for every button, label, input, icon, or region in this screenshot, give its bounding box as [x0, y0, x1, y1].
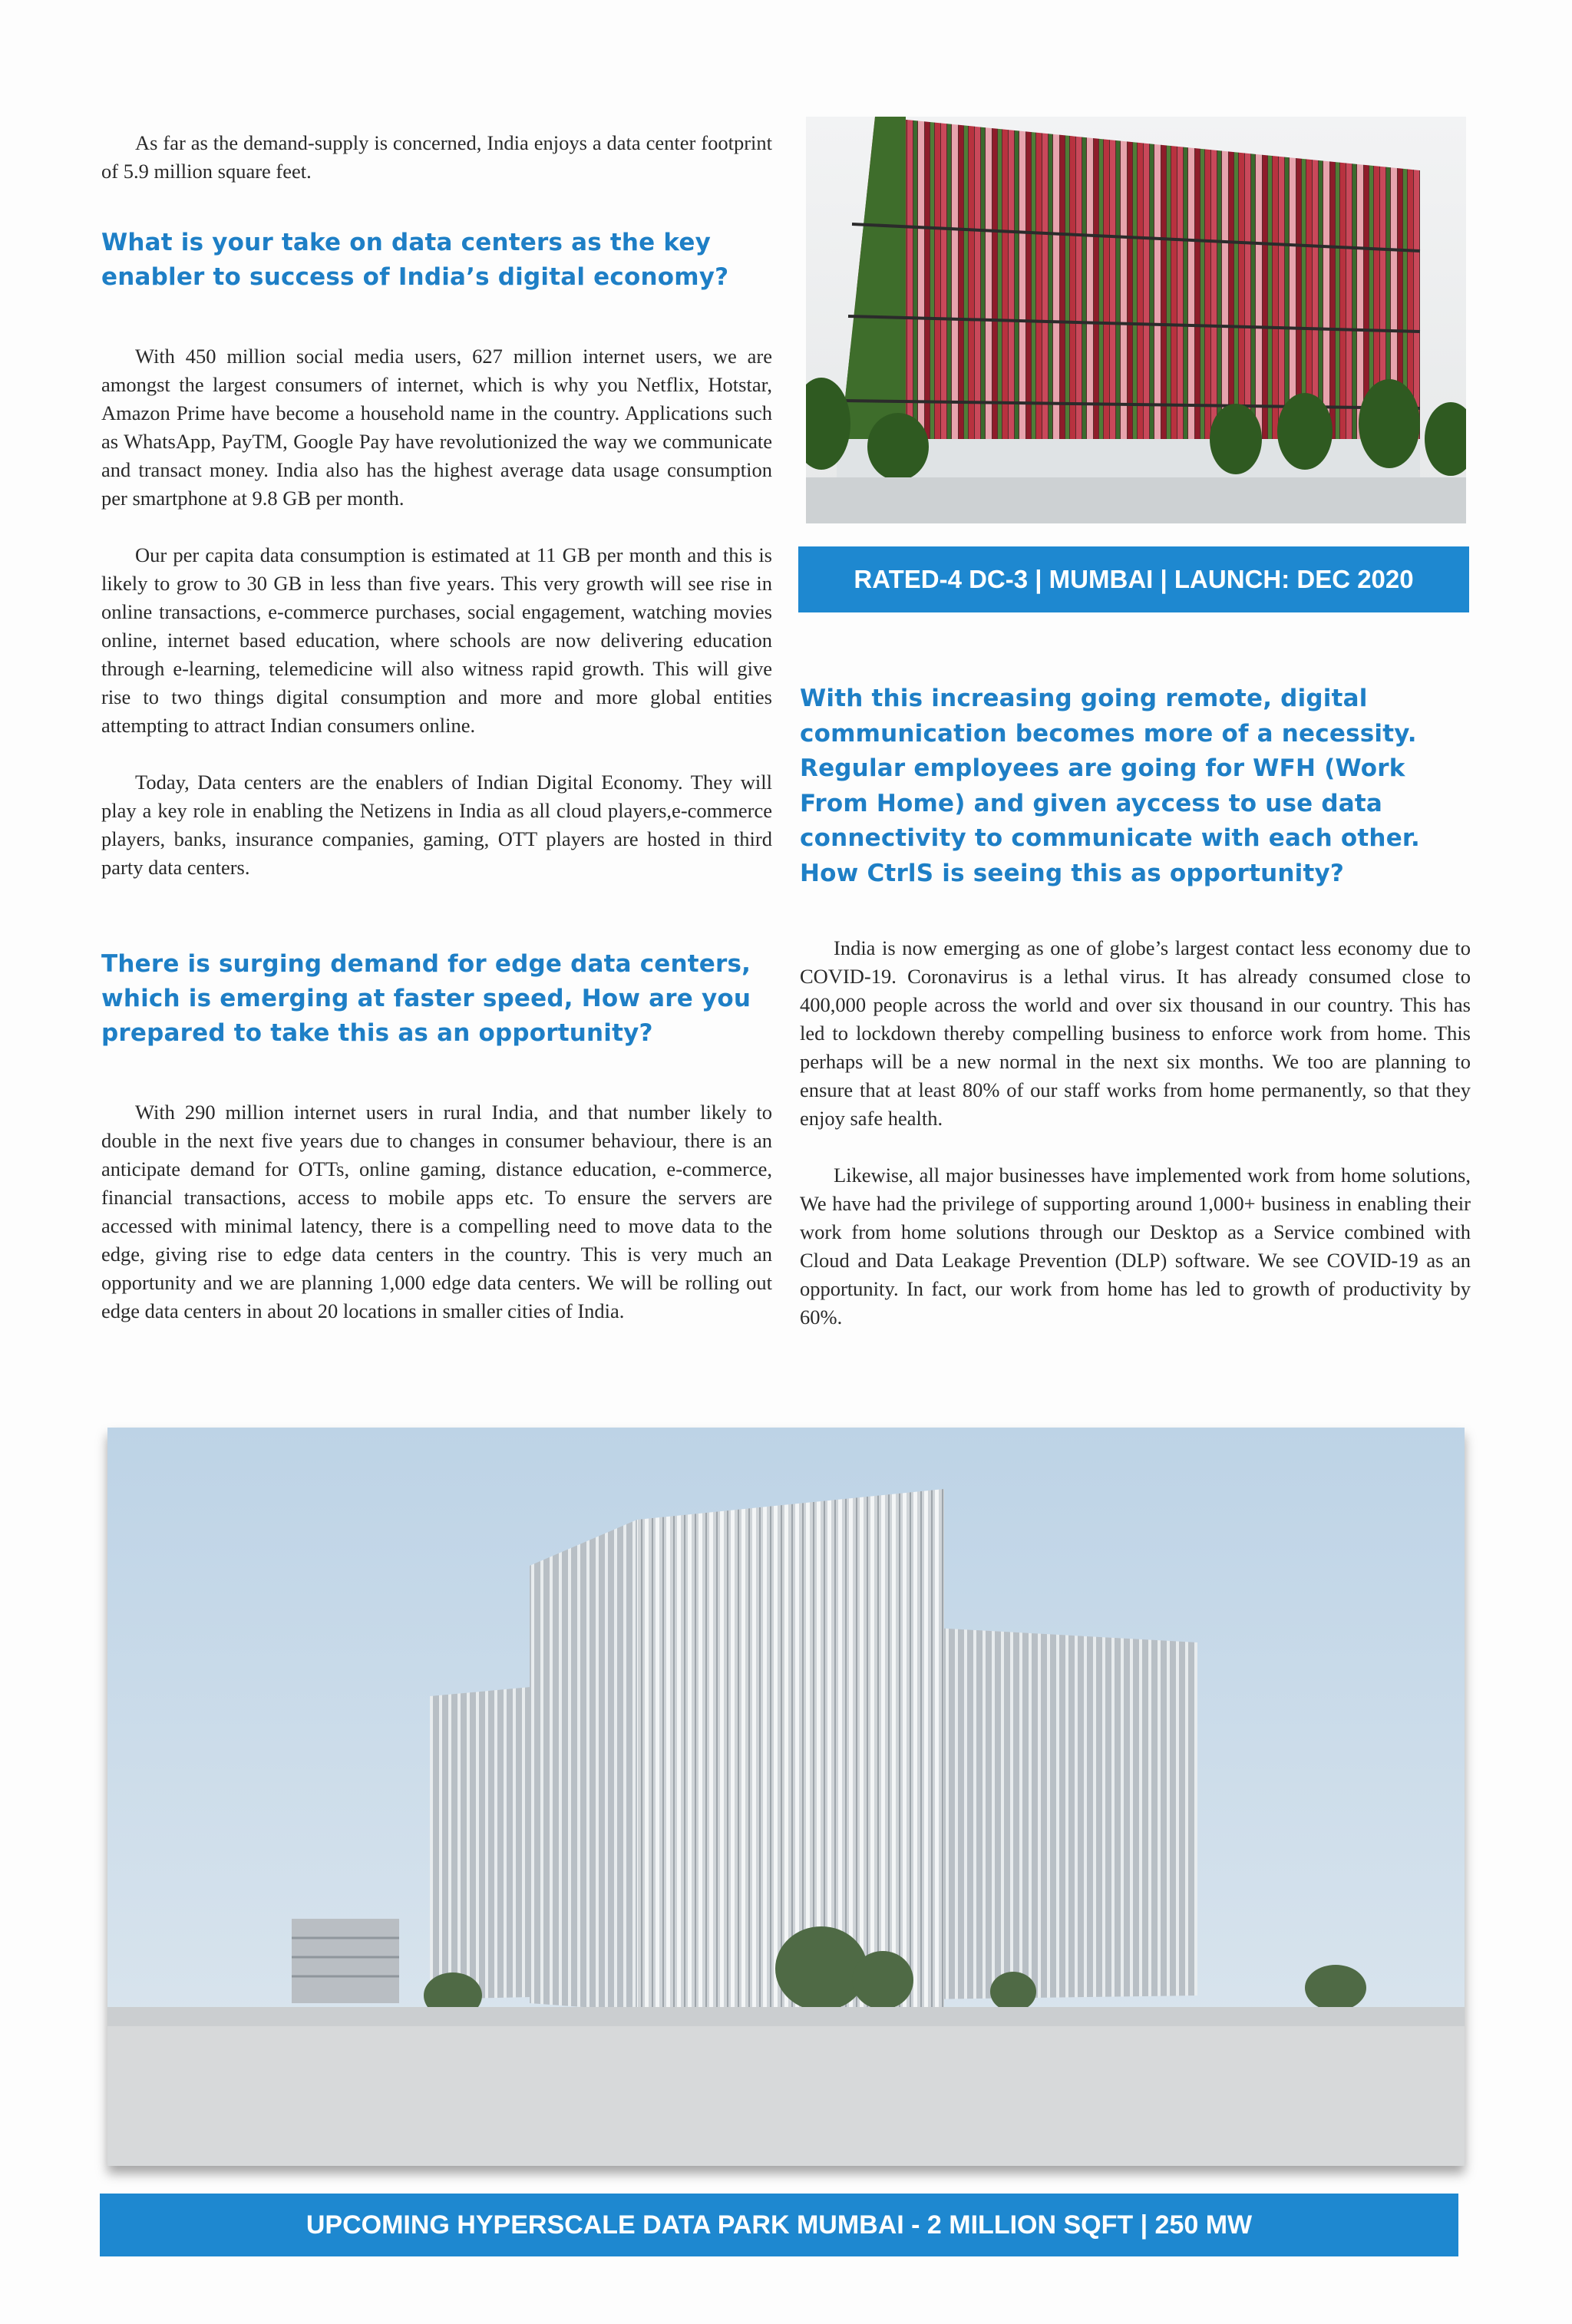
- bottom-image-caption-banner: [100, 2194, 1458, 2256]
- question-3-heading: With this increasing going remote, digital communication becomes more of a necessity. Regular employees are going for WFH (Work From Home) and given ayccess to use data connectivity to communicate with each other. How CtrlS is seeing this as opportunity?: [800, 685, 1420, 887]
- hyperscale-data-park-illustration: [107, 1428, 1465, 2166]
- answer-1-paragraph-1: With 450 million social media users, 627 million internet users, we are amongst the largest consumers of internet, which is why you Netflix, Hotstar, Amazon Prime have become a household name in the country. Applications such as WhatsApp, PayTM, Google Pay have revolutionized the way we communicate and transact money. India also has the highest average data usage consumption per smartphone at 9.8 GB per month.: [101, 345, 772, 510]
- question-1-section: [101, 226, 772, 882]
- top-image-caption-banner: [798, 546, 1469, 612]
- hyperscale-data-park-image: [107, 1428, 1465, 2166]
- answer-1-paragraph-3: Today, Data centers are the enablers of Indian Digital Economy. They will play a key role in enabling the Netizens in India as all cloud players,e-commerce players, banks, insurance companies, gaming, OTT players are hosted in third party data centers.: [101, 771, 772, 879]
- question-2-heading: There is surging demand for edge data centers, which is emerging at faster speed, How are you prepared to take this as an opportunity?: [101, 950, 751, 1047]
- question-3-section: [800, 682, 1471, 1332]
- top-image-caption: RATED-4 DC-3 | MUMBAI | LAUNCH: DEC 2020: [854, 565, 1414, 593]
- question-1-heading: What is your take on data centers as the key enabler to success of India’s digital economy?: [101, 229, 729, 291]
- question-2-section: [101, 947, 772, 1325]
- answer-2-paragraph-1: With 290 million internet users in rural India, and that number likely to double in the next five years due to changes in consumer behaviour, there is an anticipate demand for OTTs, online gaming, distance education, e-commerce, financial transactions, access to mobile apps etc. To ensure the servers are accessed with minimal latency, there is a compelling need to move data to the edge, giving rise to edge data centers in the country. This is very much an opportunity and we are planning 1,000 edge data centers. We will be rolling out edge data centers in about 20 locations in smaller cities of India.: [101, 1101, 772, 1322]
- intro-paragraph: As far as the demand-supply is concerned, India enjoys a data center footprint of 5.9 million square feet.: [101, 131, 772, 183]
- data-center-rendering-image: [806, 117, 1466, 523]
- answer-1-paragraph-2: Our per capita data consumption is estimated at 11 GB per month and this is likely to grow to 30 GB in less than five years. This very growth will see rise in online transactions, e-commerce purchases, social engagement, watching movies online, internet based education, where schools are now delivering education through e-learning, telemedicine will also witness rapid growth. This will give rise to two things digital consumption and more and more global entities attempting to attract Indian consumers online.: [101, 543, 772, 737]
- intro-section: [101, 129, 772, 186]
- bottom-image-caption: UPCOMING HYPERSCALE DATA PARK MUMBAI - 2 MILLION SQFT | 250 MW: [305, 2210, 1253, 2240]
- answer-3-paragraph-2: Likewise, all major businesses have implemented work from home solutions, We have had the privilege of supporting around 1,000+ business in enabling their work from home solutions through our Desktop as a Service combined with Cloud and Data Leakage Prevention (DLP) software. We see COVID-19 as an opportunity. In fact, our work from home has led to growth of productivity by 60%.: [800, 1164, 1471, 1329]
- answer-3-paragraph-1: India is now emerging as one of globe’s largest contact less economy due to COVID-19. Coronavirus is a lethal virus. It has already consumed close to 400,000 people across the world and over six thousand in our country. This has led to lockdown thereby compelling business to enforce work from home. This perhaps will be a new normal in the next six months. We too are planning to ensure that at least 80% of our staff works from home permanently, so that they enjoy safe health.: [800, 936, 1471, 1130]
- data-center-rendering-illustration: [806, 117, 1466, 523]
